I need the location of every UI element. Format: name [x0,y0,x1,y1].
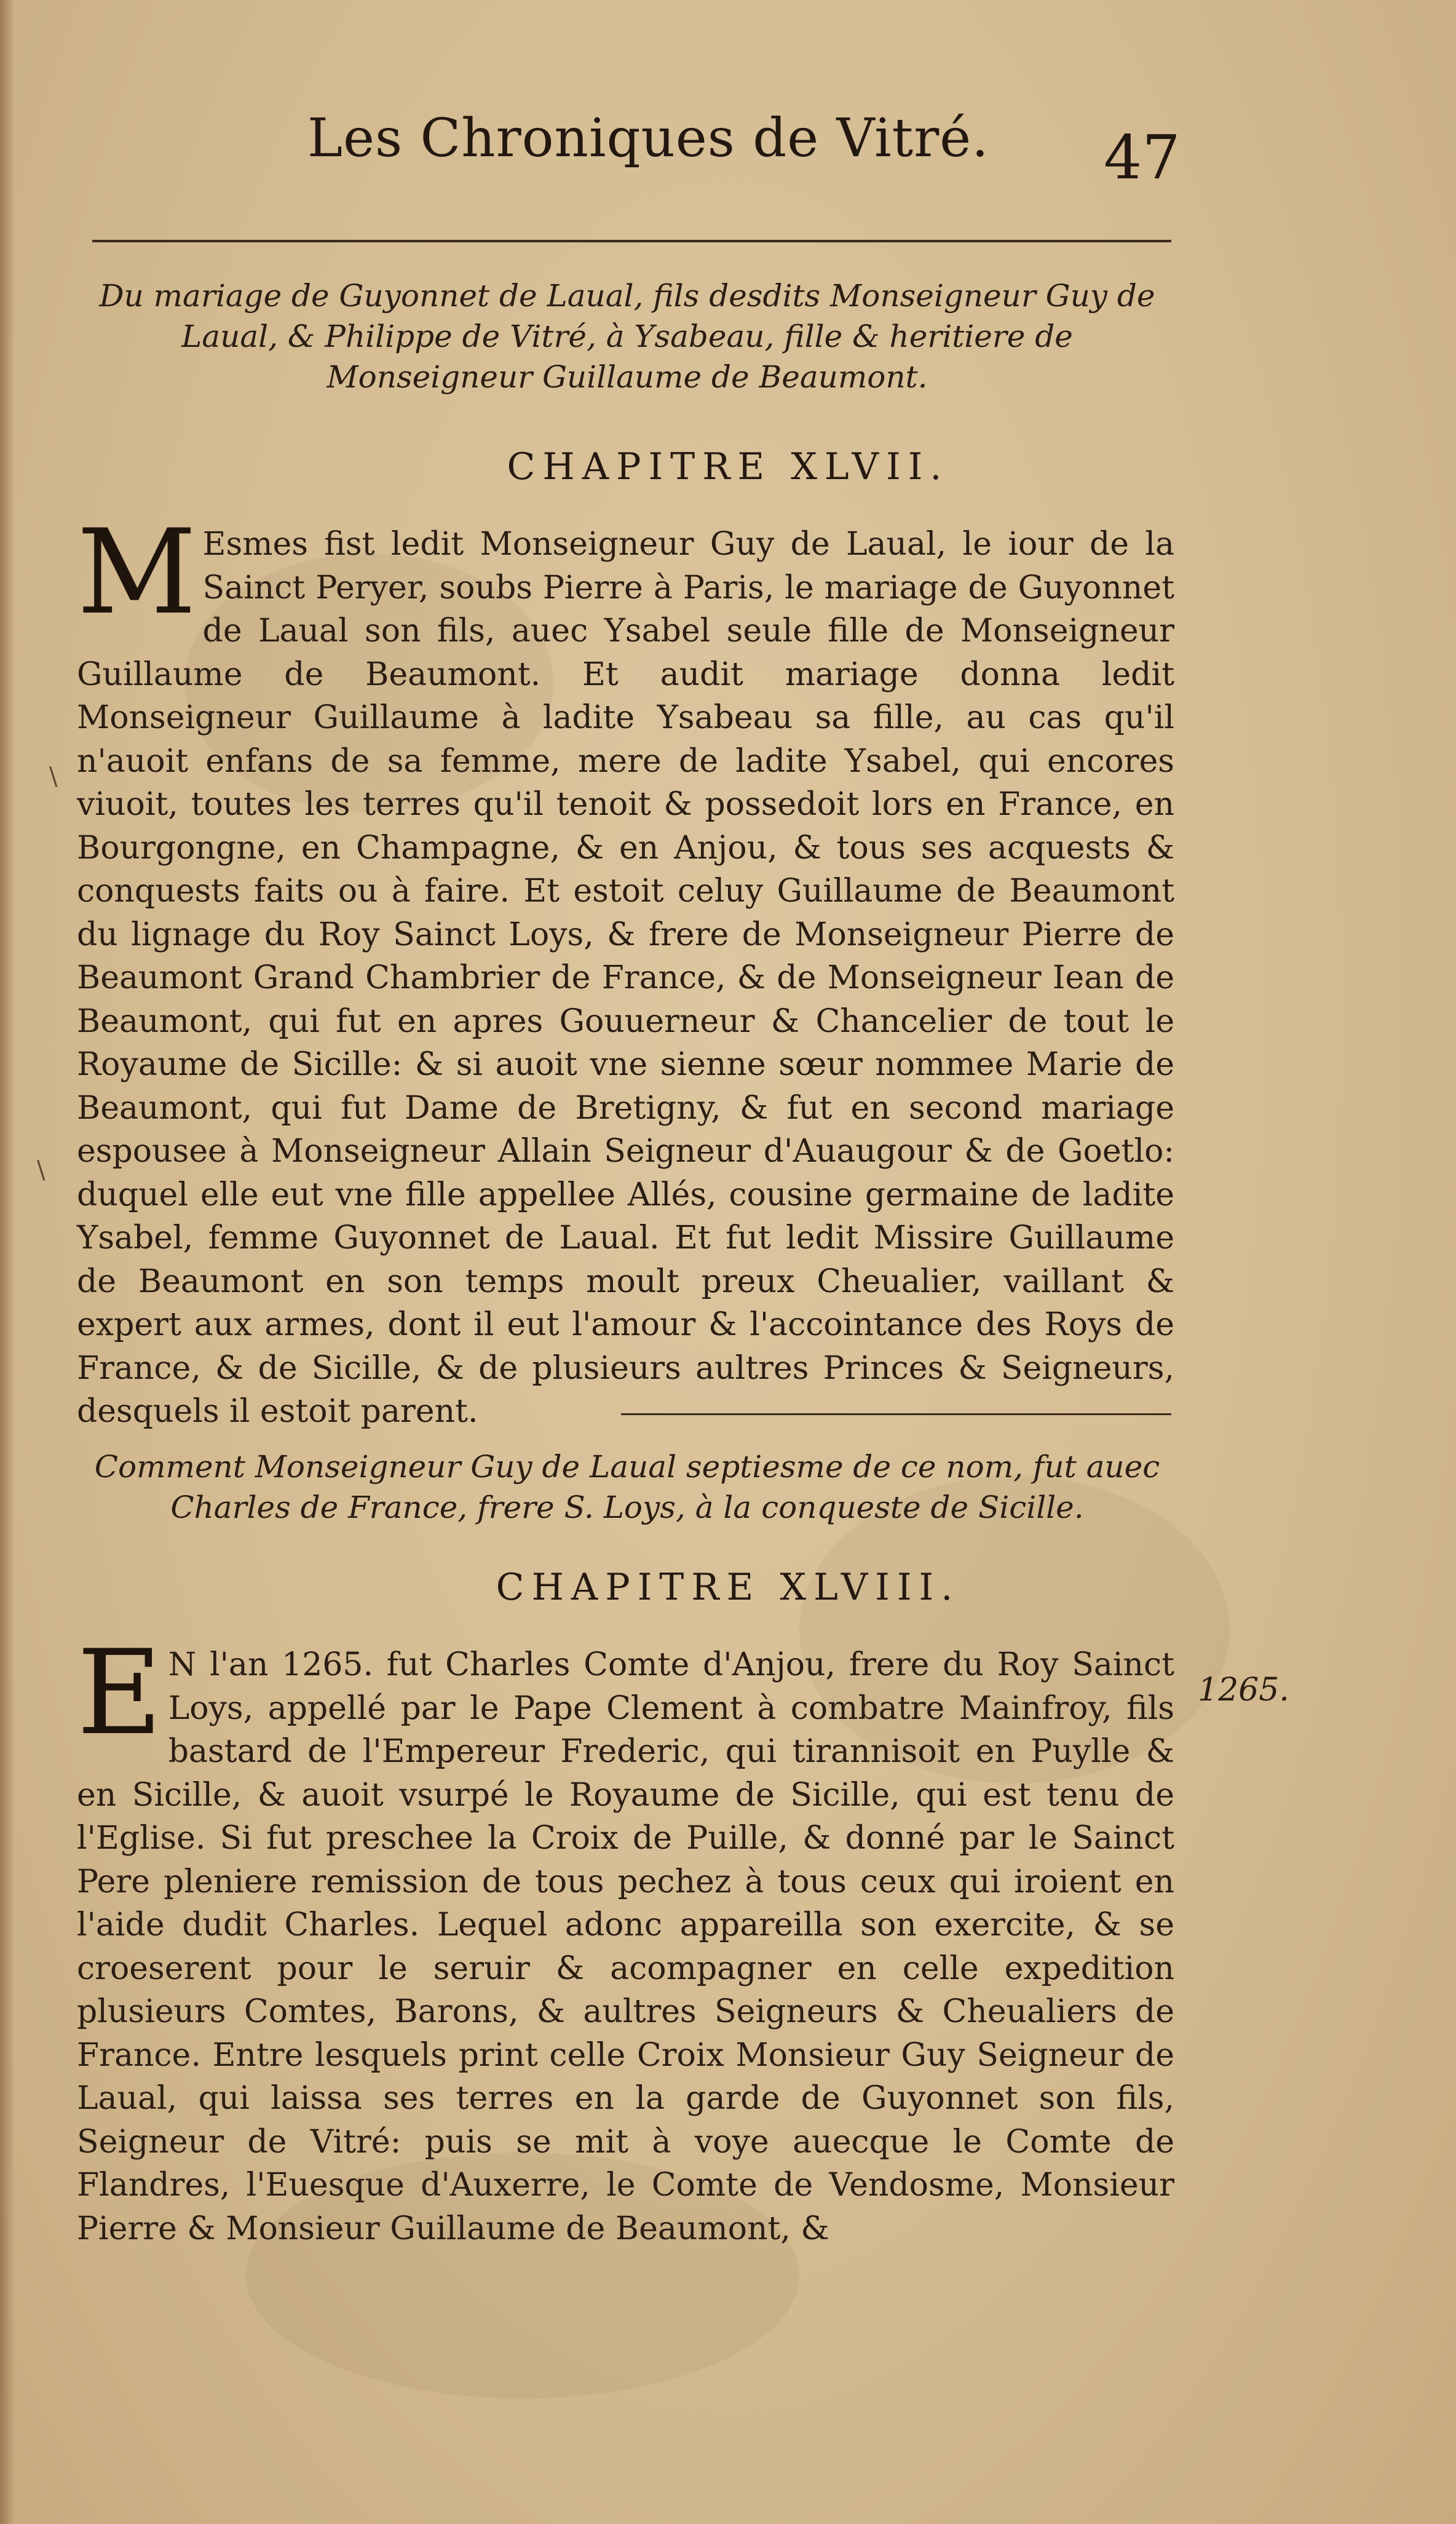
page-edge-shadow [0,0,15,2524]
running-title: Les Chroniques de Vitré. [307,108,989,169]
margin-year-note: 1265. [1198,1672,1289,1708]
chapter-47-text [77,504,1174,1434]
chapter-47-paragraph: Esmes fist ledit Monseigneur Guy de Laual, le iour de la Sainct Peryer, soubs Pierre à Paris, le mariage de Guyonnet de Laual son fils, auec Ysabel seule fille de Monseigneur Guillaume de Beaumont. Et audit mariage donna ledit Monseigneur Guillaume à ladite Ysabeau sa fille, au cas qu'il n'auoit enfans de sa femme, mere de ladite Ysabel, qui encores viuoit, toutes les terres qu'il tenoit & possedoit lors en France, en Bourgongne, en Champagne, & en Anjou, & tous ses acquests & conquests faits ou à faire. Et estoit celuy Guillaume de Beaumont du lignage du Roy Sainct Loys, & frere de Monseigneur Pierre de Beaumont Grand Chambrier de France, & de Monseigneur Iean de Beaumont, qui fut en apres Gouuerneur & Chancelier de tout le Royaume de Sicille: & si auoit vne sienne sœur nommee Marie de Beaumont, qui fut Dame de Bretigny, & fut en second mariage espousee à Monseigneur Allain Seigneur d'Auaugour & de Goetlo: duquel elle eut vne fille appellee Allés, cousine germaine de ladite Ysabel, femme Guyonnet de Laual. Et fut ledit Missire Guillaume de Beaumont en son temps moult preux Cheualier, vaillant & expert aux armes, dont il eut l'amour & l'accointance des Roys de France, & de Sicille, & de plusieurs aultres Princes & Seigneurs, desquels il estoit parent. [77,526,1174,1430]
page-number: 47 [1104,123,1181,193]
section-divider [621,1413,1171,1415]
dropcap-m: M [77,504,197,640]
chapter-47-heading: CHAPITRE XLVII. [507,445,949,488]
margin-mark: \ [49,763,58,791]
chapter-48-caption: Comment Monseigneur Guy de Laual septiesme de ce nom, fut auec Charles de France, frere S. Loys, à la conqueste de Sicille. [94,1449,1160,1525]
chapter-47-caption: Du mariage de Guyonnet de Laual, fils desdits Monseigneur Guy de Laual, & Philippe de Vitré, à Ysabeau, fille & heritiere de Monseigneur Guillaume de Beaumont. [99,278,1155,395]
chapter-48-text [77,1625,1174,2250]
margin-mark: \ [37,1156,46,1185]
chapter-48-paragraph: N l'an 1265. fut Charles Comte d'Anjou, frere du Roy Sainct Loys, appellé par le Pape Clement à combatre Mainfroy, fils bastard de l'Empereur Frederic, qui tirannisoit en Puylle & en Sicille, & auoit vsurpé le Royaume de Sicille, qui est tenu de l'Eglise. Si fut preschee la Croix de Puille, & donné par le Sainct Pere pleniere remission de tous pechez à tous ceux qui iroient en l'aide dudit Charles. Lequel adonc appareilla son exercite, & se croeserent pour le seruir & acompagner en celle expedition plusieurs Comtes, Barons, & aultres Seigneurs & Cheualiers de France. Entre lesquels print celle Croix Monsieur Guy Seigneur de Laual, qui laissa ses terres en la garde de Guyonnet son fils, Seigneur de Vitré: puis se mit à voye auecque le Comte de Flandres, l'Euesque d'Auxerre, le Comte de Vendosme, Monsieur Pierre & Monsieur Guillaume de Beaumont, & [77,1646,1174,2247]
dropcap-e: E [77,1625,162,1761]
chapter-48-heading: CHAPITRE XLVIII. [496,1566,960,1609]
header-rule [92,240,1171,242]
